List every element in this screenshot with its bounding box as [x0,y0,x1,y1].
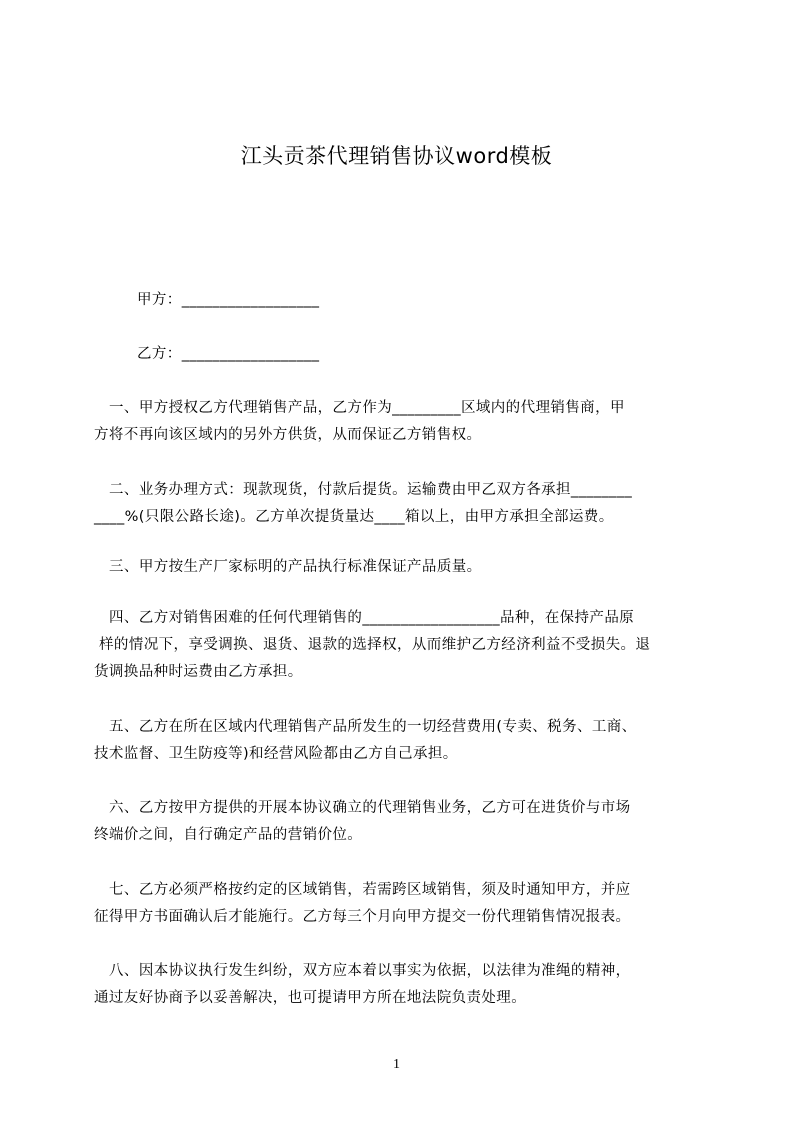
clause-line: 五、乙方在所在区域内代理销售产品所发生的一切经营费用(专卖、税务、工商、 [94,719,637,735]
clause-line: 四、乙方对销售困难的任何代理销售的__________________品种，在保持产品原 [94,610,635,626]
clause-line: 通过友好协商予以妥善解决，也可提请甲方所在地法院负责处理。 [94,990,527,1006]
clause-line: 二、业务办理方式：现款现货，付款后提货。运输费由甲乙双方各承担________ [94,482,633,498]
clause-line: 征得甲方书面确认后才能施行。乙方每三个月向甲方提交一份代理销售情况报表。 [94,909,631,925]
clause-line: 八、因本协议执行发生纠纷，双方应本着以事实为依据，以法律为准绳的精神， [94,963,631,979]
clause-line: 货调换品种时运费由乙方承担。 [94,664,303,680]
clause-line: 一、甲方授权乙方代理销售产品，乙方作为_________区域内的代理销售商，甲 [94,400,625,416]
clause-line: 三、甲方按生产厂家标明的产品执行标准保证产品质量。 [94,559,482,575]
clause-line: 样的情况下，享受调换、退货、退款的选择权，从而维护乙方经济利益不受损失。退 [94,637,651,653]
clause-line: 七、乙方必须严格按约定的区域销售，若需跨区域销售，须及时通知甲方，并应 [94,882,631,898]
clause-line: 方将不再向该区域内的另外方供货，从而保证乙方销售权。 [94,427,482,443]
party-b-line: 乙方：__________________ [137,346,320,362]
party-a-line: 甲方：__________________ [137,292,320,308]
clause-line: 六、乙方按甲方提供的开展本协议确立的代理销售业务，乙方可在进货价与市场 [94,800,631,816]
clause-line: 技术监督、卫生防疫等)和经营风险都由乙方自己承担。 [94,746,458,762]
document-title: 江头贡茶代理销售协议word模板 [240,144,553,168]
clause-line: 终端价之间，自行确定产品的营销价位。 [94,827,363,843]
clause-line: ____%(只限公路长途)。乙方单次提货量达____箱以上，由甲方承担全部运费。 [94,509,614,525]
page-number: 1 [393,1057,400,1072]
